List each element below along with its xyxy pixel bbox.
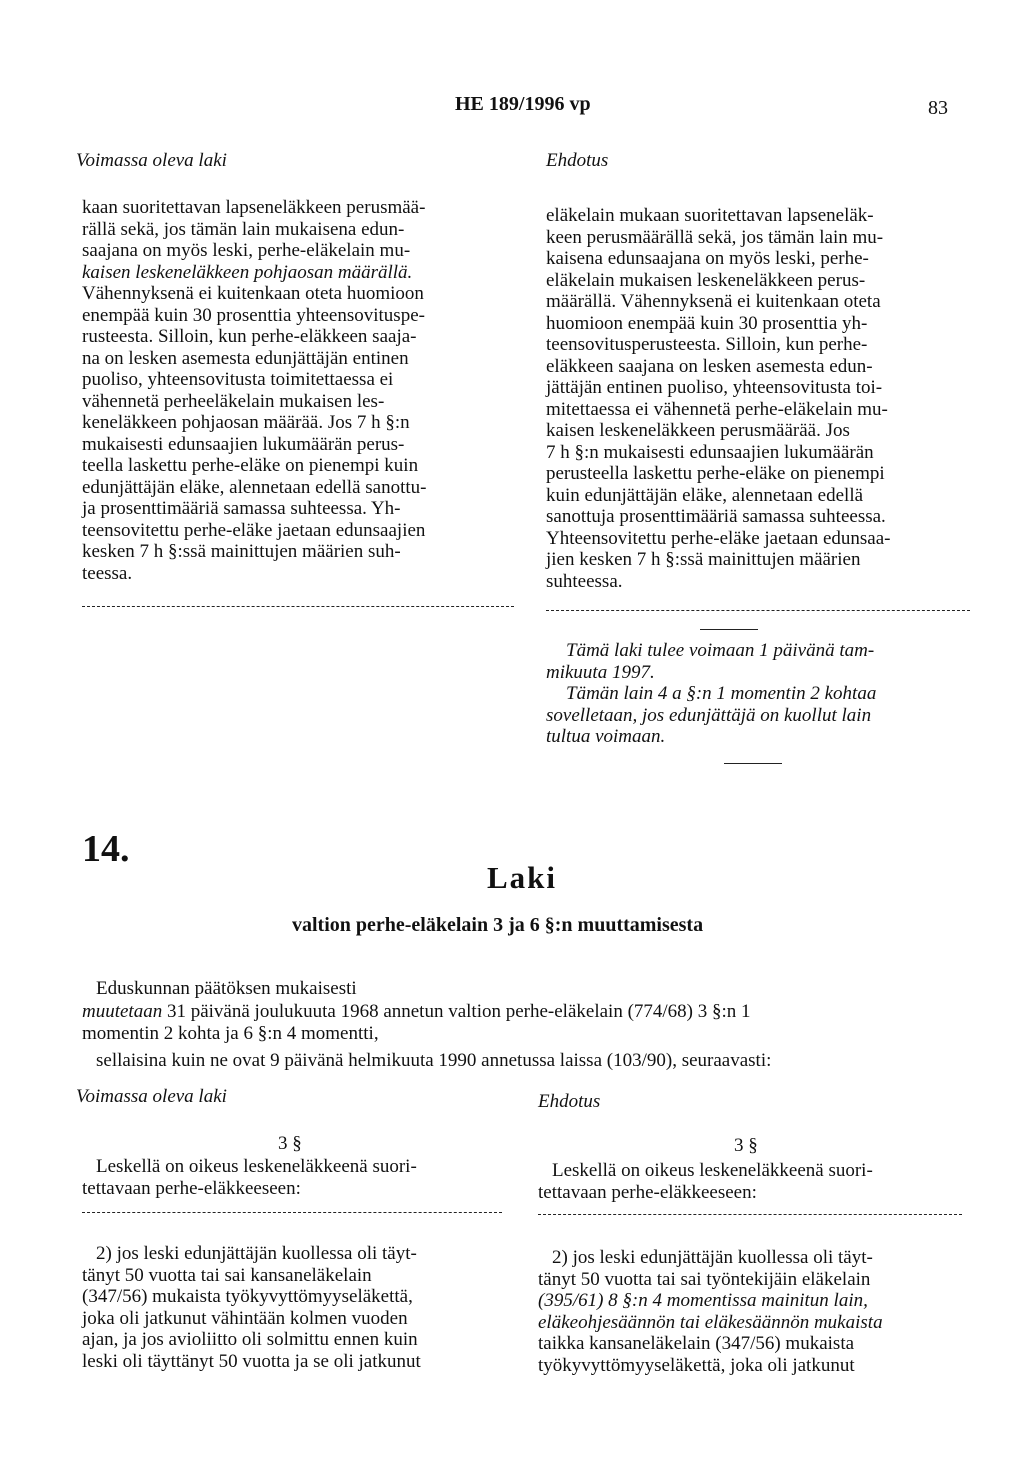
text-line: saajana on myös leski, perhe-eläkelain mu- [82,240,411,261]
section-rule [700,629,758,630]
text-line: teella laskettu perhe-eläke on pienempi kuin [82,455,419,476]
omission-dashes [538,1214,962,1215]
text-line: eläkelain mukaan suoritettavan lapseneläk- [546,205,874,226]
left-column-heading: Voimassa oleva laki [76,150,227,171]
text-line: huomioon enempää kuin 30 prosenttia yh- [546,312,868,334]
text-line: (347/56) mukaista työkyvyttömyyseläkettä, [82,1286,413,1307]
text-line: kaan suoritettavan lapseneläkkeen perusmää- [82,197,426,218]
amend-verb: muutetaan [82,1001,163,1022]
text-line: 2) jos leski edunjättäjän kuollessa oli täyt- [552,1247,873,1268]
page-number: 83 [928,97,948,119]
right-column-text [546,205,970,592]
left-column-heading: Voimassa oleva laki [76,1086,227,1107]
text-line: 7 h §:n mukaisesti edunsaajien lukumäärän [546,441,874,463]
intro-line: Eduskunnan päätöksen mukaisesti [96,978,357,999]
omission-dashes [82,606,514,607]
text-line: edunjättäjän eläke, alennetaan edellä sanottu- [82,476,427,498]
text-line: jättäjän entinen puoliso, yhteensovitusta toi- [546,377,883,398]
text-line: sovelletaan, jos edunjättäjä on kuollut lain [546,704,872,726]
text-line: vähennetä perheeläkelain mukaisen les- [82,390,385,412]
right-item-text [538,1247,962,1376]
text-line: keen perusmäärällä sekä, jos tämän lain mu- [546,226,884,248]
amend-text: 31 päivänä joulukuuta 1968 annetun valtion perhe-eläkelain (774/68) 3 §:n 1 [162,1001,751,1022]
left-section-text [82,1156,502,1199]
section-label: 3 § [278,1133,302,1154]
text-line: teessa. [82,562,133,584]
left-item-text [82,1243,502,1372]
text-line: Leskellä on oikeus leskeneläkkeenä suori- [96,1156,417,1177]
text-line: ja prosenttimääriä samassa suhteessa. Yh- [82,498,401,519]
text-line: 2) jos leski edunjättäjän kuollessa oli täyt- [96,1243,417,1264]
text-line: na on lesken asemesta edunjättäjän entinen [82,347,409,369]
text-line: Tämä laki tulee voimaan 1 päivänä tam- [566,640,875,661]
text-line: enempää kuin 30 prosenttia yhteensovituspe- [82,304,425,326]
omission-dashes [546,610,970,611]
text-line: eläkelain mukaisen leskeneläkkeen perus- [546,269,866,291]
text-line: keneläkkeen pohjaosan määrää. Jos 7 h §:n [82,412,410,433]
text-line: sanottuja prosenttimääriä samassa suhteessa. [546,506,886,527]
text-line: Leskellä on oikeus leskeneläkkeenä suori- [552,1160,873,1181]
section-label: 3 § [734,1135,758,1156]
law-number: 14. [82,828,130,870]
text-line: eläkkeen saajana on lesken asemesta edun- [546,355,873,377]
text-line: ajan, ja jos avioliitto oli solmittu ennen kuin [82,1329,418,1350]
text-line: tänyt 50 vuotta tai sai työntekijäin eläkelain [538,1268,871,1290]
left-column-text [82,197,514,584]
text-line: teensovitusperusteesta. Silloin, kun perhe- [546,334,868,355]
text-line: puoliso, yhteensovitusta toimitettaessa ei [82,369,394,390]
intro-line [82,1001,751,1023]
text-line: tänyt 50 vuotta tai sai kansaneläkelain [82,1264,372,1286]
text-line: mitettaessa ei vähennetä perhe-eläkelain mu- [546,398,888,420]
text-line: työkyvyttömyyseläkettä, joka oli jatkunut [538,1354,855,1376]
right-section-text [538,1160,962,1203]
text-line: Yhteensovitettu perhe-eläke jaetaan edunsaa- [546,527,891,549]
entry-into-force-text [546,640,970,748]
text-line: mukaisesti edunsaajien lukumäärän perus- [82,433,405,455]
section-rule [724,763,782,764]
text-line: tettavaan perhe-eläkkeeseen: [538,1181,757,1203]
intro-line: sellaisina kuin ne ovat 9 päivänä helmikuuta 1990 annetussa laissa (103/90), seuraavasti: [96,1050,772,1071]
text-line: tultua voimaan. [546,726,666,747]
text-line: mikuuta 1997. [546,661,655,683]
text-line: jien kesken 7 h §:ssä mainittujen määrien [546,549,861,570]
text-line: joka oli jatkunut vähintään kolmen vuoden [82,1307,408,1329]
text-line: rällä sekä, jos tämän lain mukaisena edun- [82,218,405,240]
text-line: määrällä. Vähennyksenä ei kuitenkaan oteta [546,291,881,312]
intro-line: momentin 2 kohta ja 6 §:n 4 momentti, [82,1023,379,1044]
right-column-heading: Ehdotus [546,150,609,171]
text-line: rusteesta. Silloin, kun perhe-eläkkeen saaja- [82,326,417,347]
running-header: HE 189/1996 vp [455,93,591,115]
text-line: eläkeohjesäännön tai eläkesäännön mukaista [538,1311,883,1333]
text-line: kaisen leskeneläkkeen perusmäärää. Jos [546,420,850,441]
text-line: kaisena edunsaajana on myös leski, perhe- [546,248,869,269]
omission-dashes [82,1212,502,1213]
law-title: Laki [487,860,558,895]
text-line: Tämän lain 4 a §:n 1 momentin 2 kohtaa [566,683,877,704]
text-line: Vähennyksenä ei kuitenkaan oteta huomioon [82,283,424,304]
text-line: perusteella laskettu perhe-eläke on pienempi [546,463,885,484]
text-line: kuin edunjättäjän eläke, alennetaan edellä [546,484,864,506]
text-line: taikka kansaneläkelain (347/56) mukaista [538,1333,855,1354]
text-line: teensovitettu perhe-eläke jaetaan edunsaajien [82,519,426,541]
text-line: kaisen leskeneläkkeen pohjaosan määrällä. [82,261,413,283]
right-column-heading: Ehdotus [538,1091,601,1112]
law-subtitle: valtion perhe-eläkelain 3 ja 6 §:n muuttamisesta [292,914,704,936]
text-line: (395/61) 8 §:n 4 momentissa mainitun lain, [538,1290,868,1311]
text-line: leski oli täyttänyt 50 vuotta ja se oli jatkunut [82,1350,421,1372]
text-line: suhteessa. [546,570,623,592]
text-line: tettavaan perhe-eläkkeeseen: [82,1177,301,1199]
text-line: kesken 7 h §:ssä mainittujen määrien suh- [82,541,401,562]
